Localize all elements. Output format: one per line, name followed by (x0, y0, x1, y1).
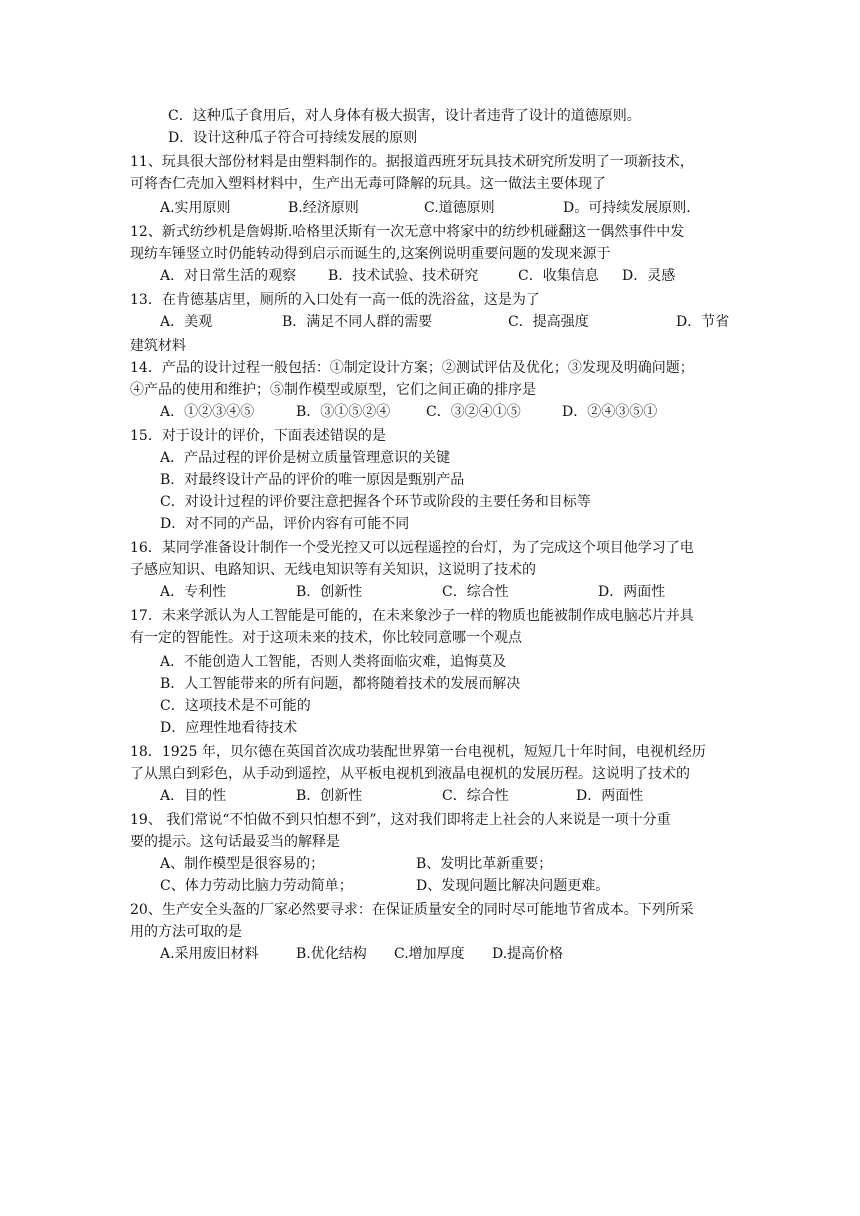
question-20-line-1: 20、生产安全头盔的厂家必然要寻求：在保证质量安全的同时尽可能地节省成本。下列所采 (130, 902, 694, 918)
q19-option-a: A、制作模型是很容易的； (160, 856, 325, 872)
q16-option-d: D．两面性 (598, 584, 666, 600)
question-13-continuation: 建筑材料 (130, 338, 186, 354)
question-20-line-2: 用的方法可取的是 (130, 924, 242, 940)
q12-option-d: D．灵感 (622, 268, 676, 284)
q11-option-b: B.经济原则 (288, 200, 359, 216)
q12-option-a: A．对日常生活的观察 (160, 268, 297, 284)
q15-option-c: C．对设计过程的评价要注意把握各个环节或阶段的主要任务和目标等 (160, 494, 591, 510)
option-c-prev: C．这种瓜子食用后，对人身体有极大损害，设计者违背了设计的道德原则。 (168, 108, 641, 124)
question-11-line-2: 可将杏仁壳加入塑料材料中，生产出无毒可降解的玩具。这一做法主要体现了 (130, 176, 606, 192)
q13-option-d: D．节省 (676, 314, 730, 330)
q14-option-b: B．③①⑤②④ (296, 404, 391, 420)
question-12-line-2: 现纺车锤竖立时仍能转动得到启示而诞生的,这案例说明重要问题的发现来源于 (130, 246, 611, 262)
option-d-prev: D．设计这种瓜子符合可持续发展的原则 (168, 130, 418, 146)
question-13-line-1: 13．在肯德基店里，厕所的入口处有一高一低的洗浴盆，这是为了 (130, 292, 540, 308)
q19-option-d: D、发现问题比解决问题更难。 (416, 878, 610, 894)
q18-option-d: D．两面性 (576, 788, 644, 804)
q13-option-c: C．提高强度 (508, 314, 589, 330)
question-11-line-1: 11、玩具很大部份材料是由塑料制作的。据报道西班牙玩具技术研究所发明了一项新技术， (130, 154, 694, 170)
question-18-line-2: 了从黑白到彩色，从手动到遥控，从平板电视机到液晶电视机的发展历程。这说明了技术的 (130, 766, 690, 782)
question-15-line-1: 15．对于设计的评价，下面表述错误的是 (130, 428, 386, 444)
q19-option-c: C、体力劳动比脑力劳动简单； (160, 878, 353, 894)
question-14-line-1: 14．产品的设计过程一般包括：①制定设计方案；②测试评估及优化；③发现及明确问题； (130, 360, 694, 376)
q14-option-d: D．②④③⑤① (562, 404, 658, 420)
q16-option-c: C．综合性 (442, 584, 509, 600)
q12-option-b: B．技术试验、技术研究 (328, 268, 479, 284)
question-16-line-1: 16．某同学准备设计制作一个受光控又可以远程遥控的台灯，为了完成这个项目他学习了电 (130, 540, 694, 556)
q17-option-b: B．人工智能带来的所有问题，都将随着技术的发展而解决 (160, 676, 521, 692)
q17-option-d: D．应理性地看待技术 (160, 720, 298, 736)
q18-option-a: A．目的性 (160, 788, 227, 804)
question-17-line-2: 有一定的智能性。对于这项未来的技术，你比较同意哪一个观点 (130, 630, 522, 646)
q16-option-a: A．专利性 (160, 584, 227, 600)
q20-option-b: B.优化结构 (296, 946, 367, 962)
q17-option-a: A．不能创造人工智能，否则人类将面临灾难，追悔莫及 (160, 654, 507, 670)
q15-option-b: B．对最终设计产品的评价的唯一原因是甄别产品 (160, 472, 465, 488)
q17-option-c: C．这项技术是不可能的 (160, 698, 311, 714)
q14-option-c: C．③②④①⑤ (426, 404, 521, 420)
q14-option-a: A．①②③④⑤ (160, 404, 255, 420)
q19-option-b: B、发明比革新重要； (416, 856, 553, 872)
q13-option-b: B．满足不同人群的需要 (282, 314, 433, 330)
question-12-line-1: 12、新式纺纱机是詹姆斯.哈格里沃斯有一次无意中将家中的纺纱机碰翻这一偶然事件中发 (130, 224, 685, 240)
question-19-line-1: 19、 我们常说“不怕做不到只怕想不到”，这对我们即将走上社会的人来说是一项十分重 (130, 812, 671, 828)
q12-option-c: C．收集信息 (518, 268, 599, 284)
q11-option-d: D。可持续发展原则. (563, 200, 691, 216)
question-18-line-1: 18．1925 年，贝尔德在英国首次成功装配世界第一台电视机，短短几十年时间，电视机经历 (130, 744, 706, 760)
q16-option-b: B．创新性 (296, 584, 363, 600)
q13-option-a: A．美观 (160, 314, 213, 330)
question-16-line-2: 子感应知识、电路知识、无线电知识等有关知识，这说明了技术的 (130, 562, 536, 578)
q20-option-a: A.采用废旧材料 (160, 946, 259, 962)
q11-option-a: A.实用原则 (160, 200, 231, 216)
q11-option-c: C.道德原则 (424, 200, 495, 216)
q15-option-a: A．产品过程的评价是树立质量管理意识的关键 (160, 450, 451, 466)
q20-option-d: D.提高价格 (492, 946, 564, 962)
question-17-line-1: 17．未来学派认为人工智能是可能的，在未来象沙子一样的物质也能被制作成电脑芯片并具 (130, 608, 694, 624)
question-19-line-2: 要的提示。这句话最妥当的解释是 (130, 834, 340, 850)
q18-option-c: C．综合性 (442, 788, 509, 804)
q18-option-b: B．创新性 (296, 788, 363, 804)
q15-option-d: D．对不同的产品，评价内容有可能不同 (160, 516, 410, 532)
q20-option-c: C.增加厚度 (394, 946, 465, 962)
question-14-line-2: ④产品的使用和维护；⑤制作模型或原型，它们之间正确的排序是 (130, 382, 536, 398)
